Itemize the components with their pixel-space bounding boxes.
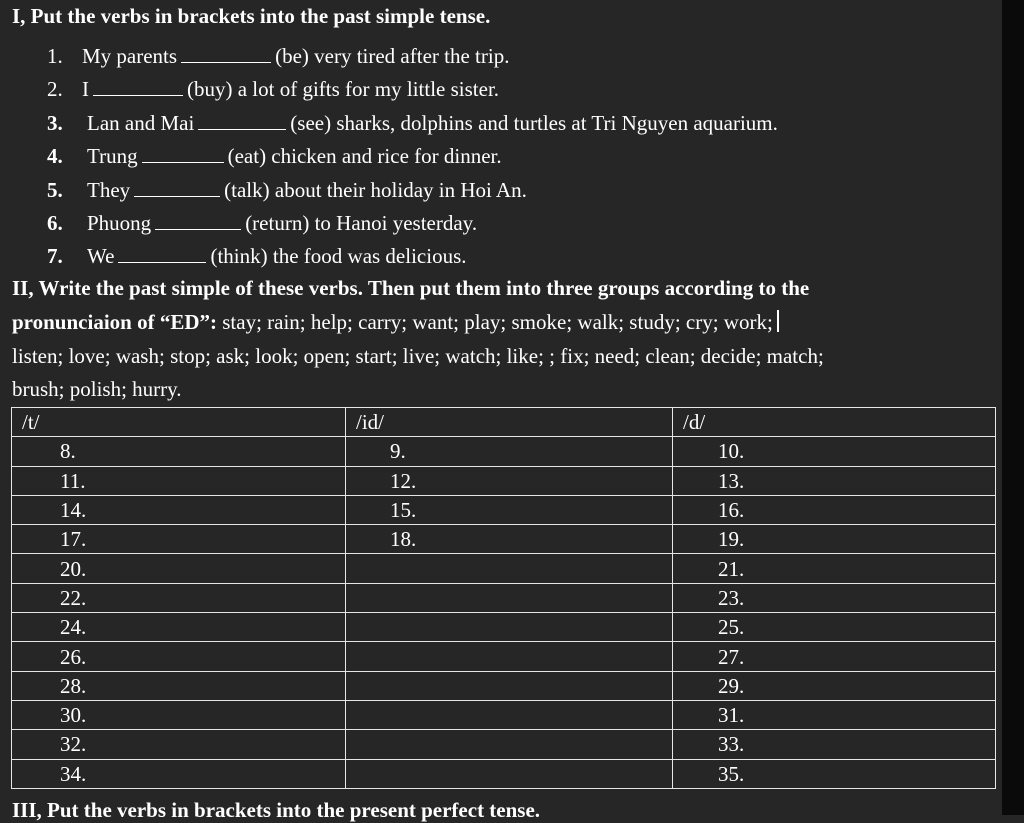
item-text-after: (think) the food was delicious. <box>210 244 467 268</box>
table-cell[interactable]: 33. <box>673 730 996 759</box>
table-row <box>12 437 996 466</box>
item-text-after: (be) very tired after the trip. <box>275 44 510 68</box>
table-cell[interactable]: 9. <box>346 437 673 466</box>
table-cell[interactable]: 16. <box>673 495 996 524</box>
table-cell[interactable]: 15. <box>346 495 673 524</box>
answer-blank[interactable] <box>142 146 224 163</box>
table-cell[interactable] <box>346 730 673 759</box>
item-number: 2. <box>47 77 63 101</box>
exercise-item <box>47 143 502 169</box>
item-text-after: (eat) chicken and rice for dinner. <box>227 144 502 168</box>
section-2-title: II, Write the past simple of these verbs. Then put them into three groups according to the <box>12 276 810 300</box>
item-text-after: (see) sharks, dolphins and turtles at Tri Nguyen aquarium. <box>290 111 778 135</box>
table-cell[interactable] <box>346 554 673 583</box>
table-cell[interactable]: 35. <box>673 759 996 788</box>
item-text-after: (buy) a lot of gifts for my little sister. <box>187 77 500 101</box>
item-number: 3. <box>47 111 63 135</box>
table-cell[interactable]: 20. <box>12 554 346 583</box>
section-2-line-3: listen; love; wash; stop; ask; look; open; start; live; watch; like; ; fix; need; clean; decide; match; <box>12 344 824 368</box>
table-cell[interactable]: 18. <box>346 525 673 554</box>
item-number: 7. <box>47 244 63 268</box>
table-cell[interactable]: 29. <box>673 671 996 700</box>
item-number: 4. <box>47 144 63 168</box>
table-cell[interactable]: 14. <box>12 495 346 524</box>
table-row <box>12 671 996 700</box>
table-header-cell: /t/ <box>12 408 346 437</box>
table-cell[interactable]: 24. <box>12 613 346 642</box>
table-cell[interactable]: 21. <box>673 554 996 583</box>
item-number: 5. <box>47 178 63 202</box>
table-cell[interactable]: 11. <box>12 466 346 495</box>
table-row <box>12 525 996 554</box>
table-row <box>12 583 996 612</box>
table-row <box>12 700 996 729</box>
answer-blank[interactable] <box>181 46 271 63</box>
table-cell[interactable] <box>346 759 673 788</box>
table-cell[interactable]: 32. <box>12 730 346 759</box>
exercise-item <box>47 177 527 203</box>
table-cell[interactable]: 25. <box>673 613 996 642</box>
table-cell[interactable]: 22. <box>12 583 346 612</box>
right-dark-strip <box>1002 0 1024 815</box>
table-row <box>12 495 996 524</box>
table-cell[interactable]: 31. <box>673 700 996 729</box>
item-text-after: (talk) about their holiday in Hoi An. <box>224 178 527 202</box>
exercise-item <box>47 110 778 136</box>
table-cell[interactable] <box>346 613 673 642</box>
table-cell[interactable]: 28. <box>12 671 346 700</box>
table-cell[interactable]: 19. <box>673 525 996 554</box>
table-cell[interactable]: 23. <box>673 583 996 612</box>
section-2-line-4: brush; polish; hurry. <box>12 377 182 401</box>
item-text-before: I <box>82 77 89 101</box>
item-text-before: Lan and Mai <box>87 111 195 135</box>
table-cell[interactable]: 17. <box>12 525 346 554</box>
item-text-before: Phuong <box>87 211 152 235</box>
item-text-after: (return) to Hanoi yesterday. <box>245 211 478 235</box>
answer-blank[interactable] <box>155 213 241 230</box>
table-cell[interactable]: 10. <box>673 437 996 466</box>
table-cell[interactable] <box>346 700 673 729</box>
answer-blank[interactable] <box>134 180 220 197</box>
table-row <box>12 613 996 642</box>
table-row <box>12 730 996 759</box>
table-row <box>12 759 996 788</box>
text-cursor <box>777 310 779 332</box>
table-cell[interactable]: 13. <box>673 466 996 495</box>
exercise-item <box>47 243 467 269</box>
table-cell[interactable] <box>346 583 673 612</box>
item-number: 1. <box>47 44 63 68</box>
table-cell[interactable]: 26. <box>12 642 346 671</box>
table-cell[interactable]: 34. <box>12 759 346 788</box>
table-row <box>12 642 996 671</box>
item-text-before: My parents <box>82 44 178 68</box>
item-text-before: We <box>87 244 115 268</box>
table-row <box>12 466 996 495</box>
exercise-item <box>47 210 477 236</box>
answer-blank[interactable] <box>118 246 206 263</box>
table-cell[interactable]: 8. <box>12 437 346 466</box>
item-number: 6. <box>47 211 63 235</box>
pronunciation-table <box>11 407 996 789</box>
answer-blank[interactable] <box>93 79 183 96</box>
table-cell[interactable]: 12. <box>346 466 673 495</box>
exercise-item <box>47 43 509 69</box>
answer-blank[interactable] <box>198 113 286 130</box>
section-2-line-2: pronunciaion of “ED”: stay; rain; help; carry; want; play; smoke; walk; study; cry; work; <box>12 306 779 338</box>
table-row <box>12 554 996 583</box>
section-3-title: III, Put the verbs in brackets into the present perfect tense. <box>12 798 541 822</box>
table-header-row <box>12 408 996 437</box>
table-header-cell: /d/ <box>673 408 996 437</box>
item-text-before: Trung <box>87 144 138 168</box>
item-text-before: They <box>87 178 131 202</box>
table-cell[interactable]: 30. <box>12 700 346 729</box>
section-1-title: I, Put the verbs in brackets into the past simple tense. <box>12 4 491 28</box>
table-header-cell: /id/ <box>346 408 673 437</box>
table-cell[interactable] <box>346 671 673 700</box>
table-cell[interactable]: 27. <box>673 642 996 671</box>
table-cell[interactable] <box>346 642 673 671</box>
exercise-item <box>47 76 499 102</box>
